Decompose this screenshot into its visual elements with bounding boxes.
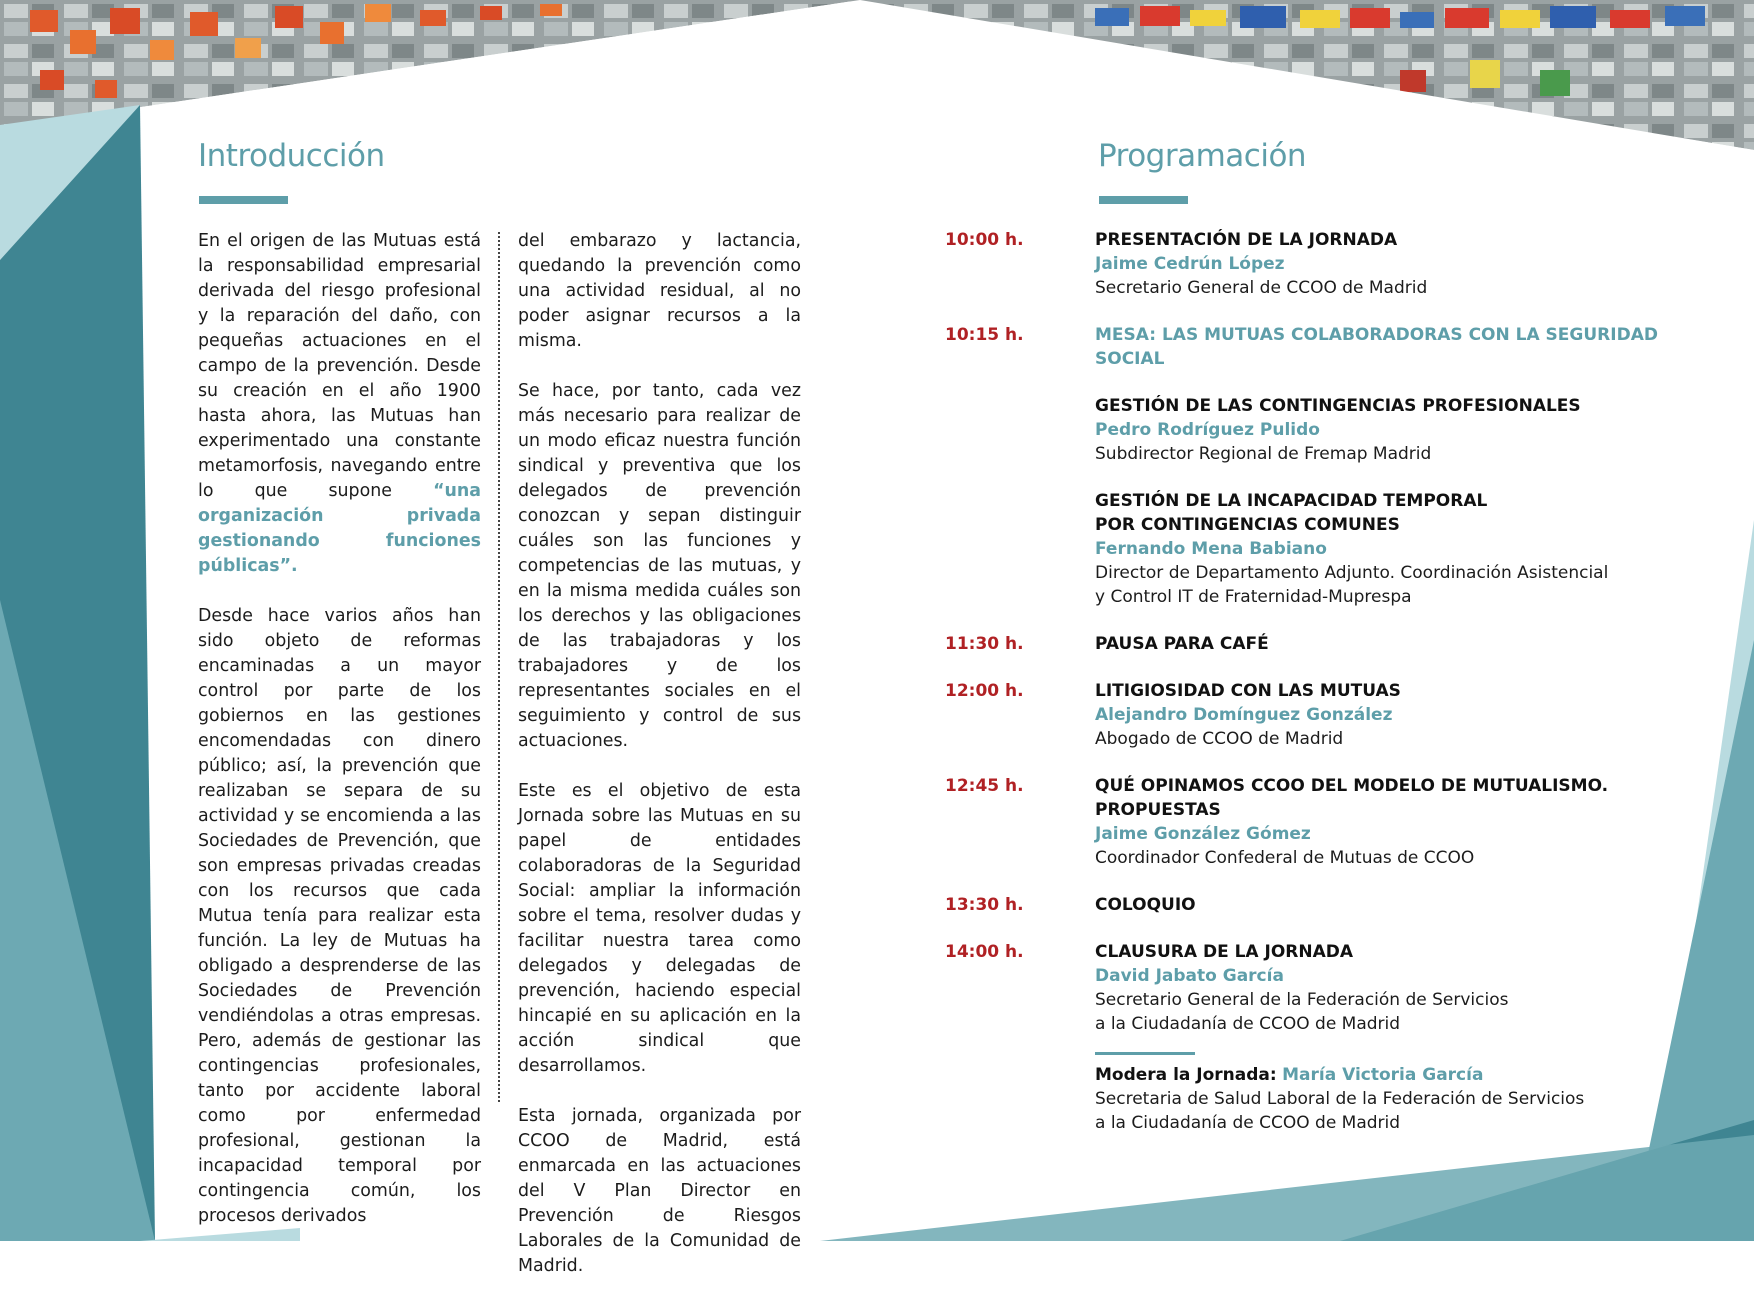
intro-paragraph: Este es el objetivo de esta Jornada sobre las Mutuas en su papel de entidades colaboradoras de la Seguridad Social: ampliar la información sobre el tema, resolver dudas y facilitar nuestra tarea como delegados y delegadas de prevención, haciendo especial hincapié en su aplicación en la acción sindical que desarrollamos. (518, 781, 801, 1076)
slot-time: 10:15 h. (945, 325, 1024, 345)
speaker-role: Secretario General de CCOO de Madrid (1095, 278, 1428, 298)
speaker-role-line-2: y Control IT de Fraternidad-Muprespa (1095, 587, 1412, 607)
program-title: Programación (1098, 138, 1307, 174)
slot-title: GESTIÓN DE LAS CONTINGENCIAS PROFESIONALES (1095, 396, 1581, 416)
slot-title-line-2: POR CONTINGENCIAS COMUNES (1095, 515, 1400, 535)
moderator-rule (1095, 1052, 1195, 1055)
intro-title: Introducción (198, 138, 385, 174)
schedule-slot (945, 893, 1705, 917)
slot-title: MESA: LAS MUTUAS COLABORADORAS CON LA SEGURIDAD SOCIAL (1095, 325, 1658, 369)
intro-column-2 (518, 229, 801, 1304)
slot-title: COLOQUIO (1095, 895, 1196, 915)
slot-title: CLAUSURA DE LA JORNADA (1095, 942, 1354, 962)
moderator-name: María Victoria García (1282, 1065, 1484, 1085)
speaker-role: Subdirector Regional de Fremap Madrid (1095, 444, 1432, 464)
intro-paragraph: del embarazo y lactancia, quedando la prevención como una actividad residual, al no poder asignar recursos a la misma. (518, 231, 801, 351)
intro-p1-text: En el origen de las Mutuas está la responsabilidad empresarial derivada del riesgo profesional y la reparación del daño, con pequeñas actuaciones en el campo de la prevención. Desde su creación en el año 1900 hasta ahora, las Mutuas han experimentado una constante metamorfosis, navegando entre lo que supone (198, 231, 481, 501)
intro-title-rule (199, 196, 288, 204)
slot-title: QUÉ OPINAMOS CCOO DEL MODELO DE MUTUALISMO. PROPUESTAS (1095, 776, 1609, 820)
moderator-label: Modera la Jornada: (1095, 1065, 1277, 1085)
speaker-name: Jaime Cedrún López (1095, 254, 1285, 274)
moderator-block (1095, 1052, 1705, 1135)
speaker-role: Coordinador Confederal de Mutuas de CCOO (1095, 848, 1475, 868)
schedule-slot (945, 323, 1705, 371)
slot-title: GESTIÓN DE LA INCAPACIDAD TEMPORAL (1095, 491, 1488, 511)
speaker-role: Secretario General de la Federación de Servicios (1095, 990, 1509, 1010)
moderator-role: Secretaria de Salud Laboral de la Federación de Servicios (1095, 1089, 1585, 1109)
speaker-name: Jaime González Gómez (1095, 824, 1311, 844)
slot-time: 13:30 h. (945, 895, 1024, 915)
slot-time: 12:00 h. (945, 681, 1024, 701)
program-title-rule (1099, 196, 1188, 204)
intro-quote: “una organización privada gestionando funciones públicas”. (198, 481, 481, 576)
slot-time: 11:30 h. (945, 634, 1024, 654)
speaker-name: Fernando Mena Babiano (1095, 539, 1327, 559)
schedule-slot (945, 632, 1705, 656)
speaker-name: Alejandro Domínguez González (1095, 705, 1393, 725)
speaker-role-line-2: a la Ciudadanía de CCOO de Madrid (1095, 1014, 1401, 1034)
speaker-role: Director de Departamento Adjunto. Coordinación Asistencial (1095, 563, 1609, 583)
column-divider (498, 232, 500, 1102)
slot-title: PAUSA PARA CAFÉ (1095, 634, 1269, 654)
speaker-name: Pedro Rodríguez Pulido (1095, 420, 1320, 440)
slot-time: 12:45 h. (945, 776, 1024, 796)
slot-title: PRESENTACIÓN DE LA JORNADA (1095, 230, 1398, 250)
intro-column-1 (198, 229, 481, 1254)
intro-paragraph: Esta jornada, organizada por CCOO de Madrid, está enmarcada en las actuaciones del V Plan Director en Prevención de Riesgos Laborales de la Comunidad de Madrid. (518, 1106, 801, 1276)
intro-paragraph: Desde hace varios años han sido objeto de reformas encaminadas a un mayor control por parte de los gobiernos en las gestiones encomendadas con dinero público; así, la prevención que realizaban se separa de su actividad y se encomienda a las Sociedades de Prevención, que son empresas privadas creadas con los recursos que cada Mutua tenía para realizar esta función. La ley de Mutuas ha obligado a desprenderse de las Sociedades de Prevención vendiéndolas a otras empresas. Pero, además de gestionar las contingencias profesionales, tanto por accidente laboral como por enfermedad profesional, gestionan la incapacidad temporal por contingencia común, los procesos derivados (198, 606, 481, 1226)
slot-time: 10:00 h. (945, 230, 1024, 250)
intro-paragraph (198, 229, 481, 579)
speaker-role: Abogado de CCOO de Madrid (1095, 729, 1344, 749)
schedule-slot (945, 940, 1705, 1036)
schedule-slot (945, 679, 1705, 751)
slot-title: LITIGIOSIDAD CON LAS MUTUAS (1095, 681, 1401, 701)
program-schedule (945, 228, 1705, 1135)
speaker-name: David Jabato García (1095, 966, 1284, 986)
schedule-slot (945, 228, 1705, 300)
schedule-slot (945, 489, 1705, 609)
slot-time: 14:00 h. (945, 942, 1024, 962)
intro-paragraph: Se hace, por tanto, cada vez más necesario para realizar de un modo eficaz nuestra función sindical y preventiva que los delegados de prevención conozcan y sepan distinguir cuáles son las funciones y competencias de las mutuas, y en la misma medida cuáles son los derechos y las obligaciones de las trabajadoras y los trabajadores y de los representantes sociales en el seguimiento y control de sus actuaciones. (518, 381, 801, 751)
schedule-slot (945, 774, 1705, 870)
schedule-slot (945, 394, 1705, 466)
moderator-role-line-2: a la Ciudadanía de CCOO de Madrid (1095, 1113, 1401, 1133)
